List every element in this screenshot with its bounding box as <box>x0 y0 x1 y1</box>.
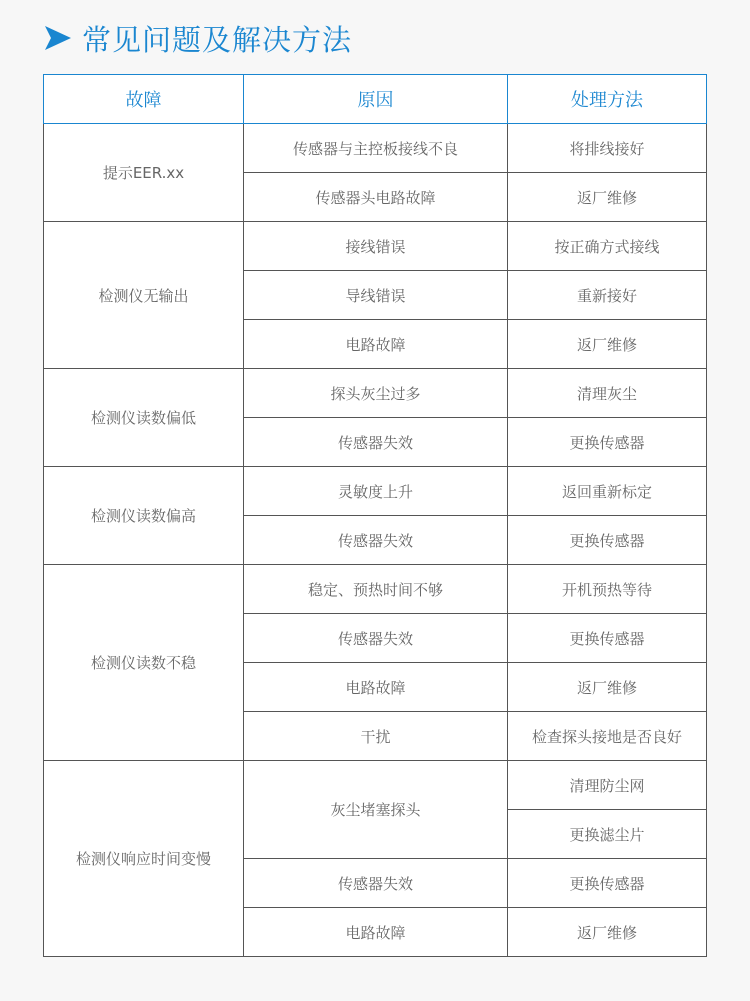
cause-cell: 导线错误 <box>244 271 508 320</box>
table-row <box>44 124 707 173</box>
column-header-cause: 原因 <box>244 75 508 124</box>
arrow-right-icon <box>44 25 72 51</box>
cause-cell: 传感器失效 <box>244 859 508 908</box>
solution-cell: 更换传感器 <box>508 614 707 663</box>
solution-cell: 按正确方式接线 <box>508 222 707 271</box>
cause-cell: 传感器头电路故障 <box>244 173 508 222</box>
cause-cell: 传感器失效 <box>244 516 508 565</box>
fault-cell: 检测仪读数偏低 <box>44 369 244 467</box>
solution-cell: 返回重新标定 <box>508 467 707 516</box>
cause-cell: 灰尘堵塞探头 <box>244 761 508 859</box>
column-header-solution: 处理方法 <box>508 75 707 124</box>
cause-cell: 传感器失效 <box>244 418 508 467</box>
cause-cell: 接线错误 <box>244 222 508 271</box>
solution-cell: 更换传感器 <box>508 418 707 467</box>
solution-cell: 更换传感器 <box>508 516 707 565</box>
cause-cell: 电路故障 <box>244 663 508 712</box>
fault-cell: 检测仪响应时间变慢 <box>44 761 244 957</box>
faq-table-body <box>44 124 707 957</box>
fault-cell: 检测仪读数不稳 <box>44 565 244 761</box>
solution-cell: 返厂维修 <box>508 320 707 369</box>
fault-cell: 提示EER.xx <box>44 124 244 222</box>
table-row <box>44 222 707 271</box>
solution-cell: 更换传感器 <box>508 859 707 908</box>
solution-cell: 将排线接好 <box>508 124 707 173</box>
cause-cell: 灵敏度上升 <box>244 467 508 516</box>
solution-cell: 检查探头接地是否良好 <box>508 712 707 761</box>
solution-cell: 返厂维修 <box>508 663 707 712</box>
cause-cell: 传感器失效 <box>244 614 508 663</box>
cause-cell: 传感器与主控板接线不良 <box>244 124 508 173</box>
solution-cell: 返厂维修 <box>508 908 707 957</box>
solution-cell: 开机预热等待 <box>508 565 707 614</box>
table-row <box>44 761 707 810</box>
table-row <box>44 467 707 516</box>
fault-cell: 检测仪无输出 <box>44 222 244 369</box>
header-row <box>44 75 707 124</box>
cause-cell: 电路故障 <box>244 908 508 957</box>
fault-cell: 检测仪读数偏高 <box>44 467 244 565</box>
cause-cell: 探头灰尘过多 <box>244 369 508 418</box>
section-header <box>44 14 352 62</box>
table-row <box>44 565 707 614</box>
solution-cell: 返厂维修 <box>508 173 707 222</box>
cause-cell: 电路故障 <box>244 320 508 369</box>
column-header-fault: 故障 <box>44 75 244 124</box>
solution-cell: 清理灰尘 <box>508 369 707 418</box>
faq-table <box>43 74 707 957</box>
table-row <box>44 369 707 418</box>
solution-cell: 清理防尘网 <box>508 761 707 810</box>
solution-cell: 更换滤尘片 <box>508 810 707 859</box>
cause-cell: 干扰 <box>244 712 508 761</box>
cause-cell: 稳定、预热时间不够 <box>244 565 508 614</box>
page-title: 常见问题及解决方法 <box>82 22 353 57</box>
solution-cell: 重新接好 <box>508 271 707 320</box>
faq-table-header <box>44 75 707 124</box>
